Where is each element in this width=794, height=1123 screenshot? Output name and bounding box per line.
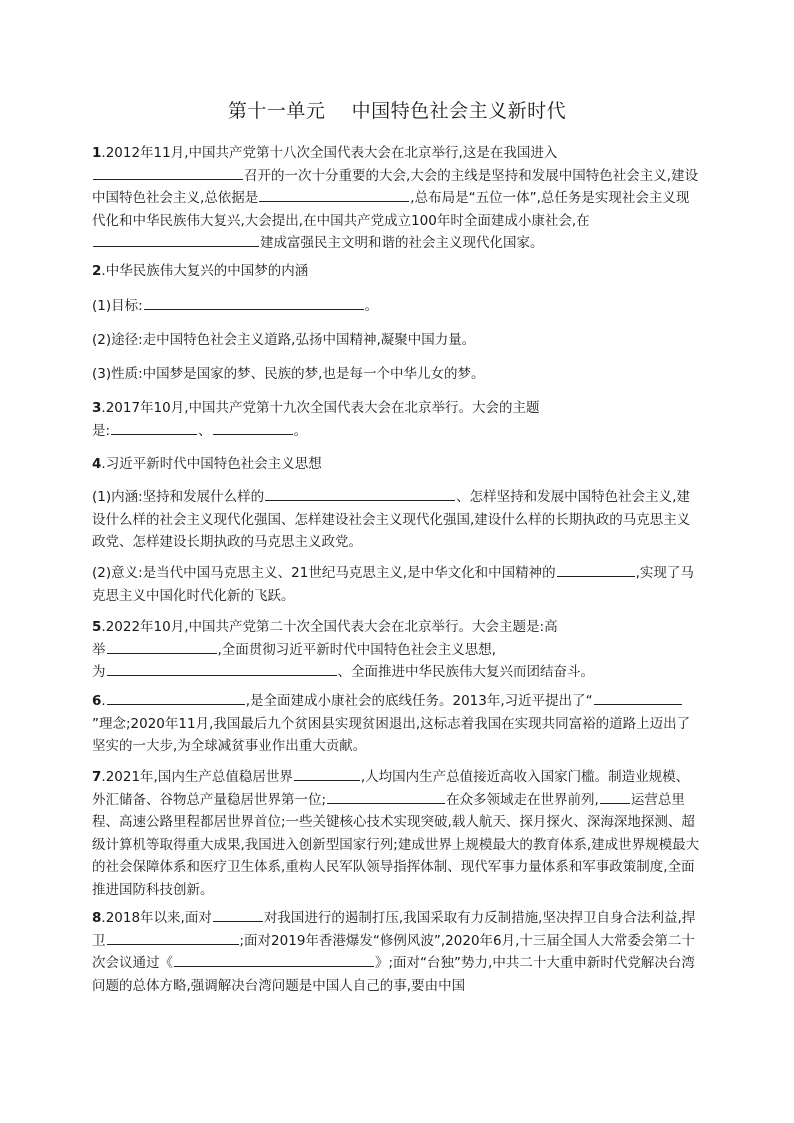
question-number: 7 (92, 769, 102, 785)
question-2-goal: (1)目标: 。 (92, 295, 702, 318)
question-2-path: (2)途径:走中国特色社会主义道路,弘扬中国精神,凝聚中国力量。 (92, 332, 476, 348)
fill-blank[interactable] (594, 690, 682, 705)
fill-blank[interactable] (259, 187, 409, 202)
question-number: 2 (92, 263, 102, 279)
question-7: 7.2021年,国内生产总值稳居世界 ,人均国内生产总值接近高收入国家门槛。制造业规模、外汇储备、谷物总产量稳居世界第一位; 在众多领域走在世界前列, 运营总里程、高速公路里程都居世界首位;一些关键核心技术实现突破,载人航天、探月探火、深海深地探测、超级计算机等取得重大成果,我国进入创新型国家行列;建成世界上规模最大的教育体系,建成世界规模最大的社会保障体系和医疗卫生体系,重构人民军队领导指挥体制、现代军事力量体系和军事政策制度,全面推进国防科技创新。 (92, 766, 702, 901)
page-title: 第十一单元 中国特色社会主义新时代 (227, 100, 567, 122)
fill-blank[interactable] (213, 420, 293, 435)
fill-blank[interactable] (600, 789, 630, 804)
question-number: 1 (92, 145, 102, 161)
fill-blank[interactable] (327, 789, 445, 804)
fill-blank[interactable] (107, 930, 239, 945)
question-4-significance: (2)意义:是当代中国马克思主义、21世纪马克思主义,是中华文化和中国精神的 ,实现了马克思主义中国化时代化新的飞跃。 (92, 562, 702, 607)
question-number: 4 (92, 456, 102, 472)
question-5: 5.2022年10月,中国共产党第二十次全国代表大会在北京举行。大会主题是:高 举 ,全面贯彻习近平新时代中国特色社会主义思想, 为 、全面推进中华民族伟大复兴而团结奋斗。 (92, 619, 594, 680)
fill-blank[interactable] (107, 661, 337, 676)
fill-blank[interactable] (213, 907, 263, 922)
fill-blank[interactable] (144, 295, 364, 310)
fill-blank[interactable] (557, 562, 635, 577)
question-2-nature: (3)性质:中国梦是国家的梦、民族的梦,也是每一个中华儿女的梦。 (92, 366, 485, 382)
question-8: 8.2018年以来,面对 对我国进行的遏制打压,我国采取有力反制措施,坚决捍卫自身合法利益,捍卫 ;面对2019年香港爆发“修例风波”,2020年6月,十三届全国人大常委会第二十次会议通过《 》;面对“台独”势力,中共二十大重申新时代党解决台湾问题的总体方略,强调解决台湾问题是中国人自己的事,要由中国 (92, 907, 702, 997)
question-6: 6. ,是全面建成小康社会的底线任务。2013年,习近平提出了“”理念;2020年11月,我国最后九个贫困县实现贫困退出,这标志着我国在实现共同富裕的道路上迈出了坚实的一大步,为全球减贫事业作出重大贡献。 (92, 690, 702, 758)
fill-blank[interactable] (265, 486, 455, 501)
fill-blank[interactable] (111, 420, 197, 435)
question-4-content: (1)内涵:坚持和发展什么样的 、怎样坚持和发展中国特色社会主义,建设什么样的社会主义现代化强国、怎样建设社会主义现代化强国,建设什么样的长期执政的马克思主义政党、怎样建设长期执政的马克思主义政党。 (92, 486, 702, 554)
fill-blank[interactable] (93, 232, 259, 247)
question-number: 6 (92, 693, 102, 709)
question-2: 2.中华民族伟大复兴的中国梦的内涵 (92, 263, 309, 279)
question-number: 8 (92, 910, 102, 926)
fill-blank[interactable] (294, 766, 360, 781)
question-1: 1.2012年11月,中国共产党第十八次全国代表大会在北京举行,这是在我国进入召开的一次十分重要的大会,大会的主线是坚持和发展中国特色社会主义,建设中国特色社会主义,总依据是 ,总布局是“五位一体”,总任务是实现社会主义现代化和中华民族伟大复兴,大会提出,在中国共产党成立100年时全面建成小康社会,在建成富强民主文明和谐的社会主义现代化国家。 (92, 145, 699, 251)
fill-blank[interactable] (93, 165, 243, 180)
question-number: 3 (92, 400, 102, 416)
fill-blank[interactable] (174, 952, 374, 967)
question-3: 3.2017年10月,中国共产党第十九次全国代表大会在北京举行。大会的主题 是: 、 。 (92, 400, 540, 439)
fill-blank[interactable] (107, 690, 245, 705)
question-4: 4.习近平新时代中国特色社会主义思想 (92, 456, 322, 472)
fill-blank[interactable] (107, 639, 217, 654)
question-number: 5 (92, 619, 102, 635)
